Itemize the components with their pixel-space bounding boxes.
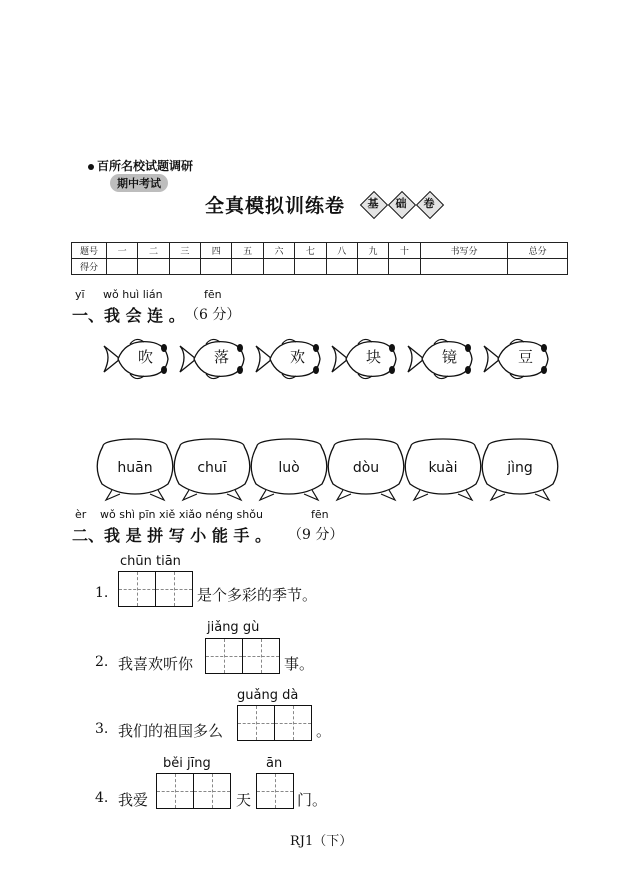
q2-text-after: 事。 — [284, 655, 315, 673]
tag-diamond-2: 础 — [390, 193, 412, 215]
source-text: 百所名校试题调研 — [97, 159, 194, 173]
table-header-cell: 总分 — [508, 243, 568, 259]
q4-text-before: 我爱 — [118, 791, 149, 809]
score-input-cell[interactable] — [295, 259, 326, 275]
score-input-cell[interactable] — [389, 259, 420, 275]
table-header-cell: 六 — [263, 243, 294, 259]
table-header-cell: 九 — [357, 243, 388, 259]
section2-pinyin-2: wǒ shì pīn xiě xiǎo néng shǒu — [100, 508, 263, 521]
table-header-cell: 四 — [201, 243, 232, 259]
section1-pinyin-3: fēn — [204, 288, 222, 301]
section1-score: （6 分） — [185, 307, 241, 323]
table-header-cell: 七 — [295, 243, 326, 259]
fish-char-5[interactable]: 镜 — [442, 348, 458, 366]
q4-text-after: 门。 — [297, 791, 328, 809]
page-title: 全真模拟训练卷 — [205, 195, 346, 217]
q1-pinyin: chūn tiān — [120, 554, 181, 569]
tag-diamond-3: 卷 — [418, 193, 440, 215]
score-input-cell[interactable] — [232, 259, 263, 275]
score-input-cell[interactable] — [357, 259, 388, 275]
q2-text-before: 我喜欢听你 — [118, 655, 194, 673]
q4-pinyin-1: běi jīng — [163, 756, 211, 771]
q4-text-middle: 天 — [236, 791, 252, 809]
bullet-icon — [88, 164, 94, 170]
q4-number: 4. — [95, 790, 109, 806]
jar-pinyin-6[interactable]: jìng — [507, 460, 533, 476]
table-header-cell: 三 — [169, 243, 200, 259]
table-header-cell: 二 — [138, 243, 169, 259]
section1-pinyin-1: yī — [75, 288, 85, 301]
section1-title: 一、我 会 连 。 — [72, 306, 185, 325]
q4-writing-grid-1[interactable] — [156, 773, 231, 809]
q4-writing-grid-2[interactable] — [256, 773, 294, 809]
fish-char-1[interactable]: 吹 — [138, 348, 154, 366]
score-input-cell[interactable] — [201, 259, 232, 275]
table-header-cell: 书写分 — [420, 243, 508, 259]
section2-score: （9 分） — [288, 527, 344, 543]
q3-number: 3. — [95, 721, 109, 737]
q3-writing-grid[interactable] — [237, 705, 312, 741]
table-header-cell: 五 — [232, 243, 263, 259]
table-header-cell: 八 — [326, 243, 357, 259]
jar-pinyin-5[interactable]: kuài — [428, 460, 458, 476]
score-table-header-row — [72, 243, 568, 259]
jar-pinyin-2[interactable]: chuī — [197, 460, 227, 476]
fish-char-2[interactable]: 落 — [214, 348, 230, 366]
score-table-score-row — [72, 259, 568, 275]
q1-number: 1. — [95, 585, 109, 601]
table-header-cell: 题号 — [72, 243, 107, 259]
section1-pinyin-2: wǒ huì lián — [103, 288, 163, 301]
q1-writing-grid[interactable] — [118, 571, 193, 607]
q4-pinyin-2: ān — [266, 756, 283, 771]
source-label — [88, 157, 193, 174]
q1-text-after: 是个多彩的季节。 — [197, 586, 318, 604]
jar-labels — [90, 438, 580, 504]
score-input-cell[interactable] — [107, 259, 138, 275]
q3-text-after: 。 — [316, 722, 332, 740]
section2-title: 二、我 是 拼 写 小 能 手 。 — [72, 526, 271, 545]
jar-pinyin-1[interactable]: huān — [117, 460, 153, 476]
score-input-cell[interactable] — [420, 259, 508, 275]
fish-char-3[interactable]: 欢 — [290, 348, 306, 366]
q2-writing-grid[interactable] — [205, 638, 280, 674]
fish-char-4[interactable]: 块 — [366, 348, 382, 366]
score-input-cell[interactable] — [169, 259, 200, 275]
section2-pinyin-1: èr — [75, 508, 87, 521]
score-input-cell[interactable] — [326, 259, 357, 275]
table-row-label: 得分 — [72, 259, 107, 275]
fish-labels — [100, 334, 570, 384]
jar-pinyin-4[interactable]: dòu — [352, 460, 380, 476]
exam-type-badge: 期中考试 — [110, 174, 168, 192]
score-input-cell[interactable] — [508, 259, 568, 275]
jar-pinyin-3[interactable]: luò — [278, 460, 300, 476]
q3-text-before: 我们的祖国多么 — [118, 722, 224, 740]
q3-pinyin: guǎng dà — [237, 688, 299, 703]
page-footer: RJ1（下） — [290, 834, 353, 849]
fish-char-6[interactable]: 豆 — [518, 348, 534, 366]
score-input-cell[interactable] — [138, 259, 169, 275]
table-header-cell: 一 — [107, 243, 138, 259]
tag-diamond-1: 基 — [362, 193, 384, 215]
q2-pinyin: jiǎng gù — [207, 620, 260, 635]
table-header-cell: 十 — [389, 243, 420, 259]
section2-pinyin-3: fēn — [311, 508, 329, 521]
q2-number: 2. — [95, 654, 109, 670]
score-table — [71, 242, 568, 275]
score-input-cell[interactable] — [263, 259, 294, 275]
